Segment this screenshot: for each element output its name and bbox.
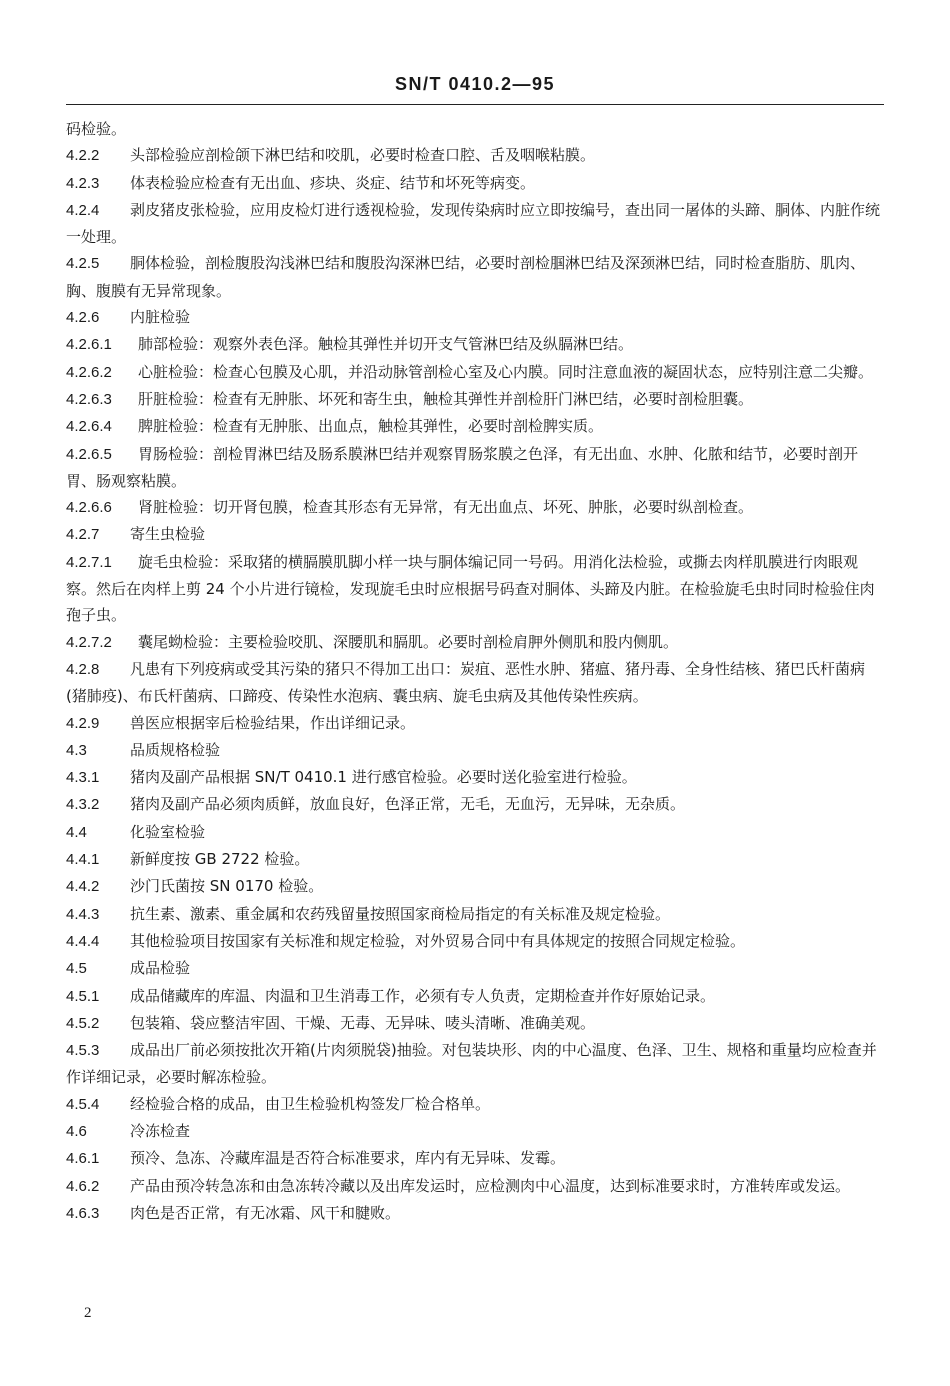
section-number: 4.6.3 — [66, 1204, 100, 1222]
section-paragraph — [66, 983, 884, 1010]
section-text: 成品出厂前必须按批次开箱(片肉须脱袋)抽验。对包装块形、肉的中心温度、色泽、卫生、规格和重量均应检查并作详细记录，必要时解冻检验。 — [66, 1041, 877, 1087]
section-number: 4.2.4 — [66, 201, 100, 219]
section-number: 4.3.1 — [66, 769, 100, 787]
section-number: 4.2.7.2 — [66, 633, 112, 651]
section-number: 4.2.6 — [66, 309, 100, 327]
section-text: 囊尾蚴检验：主要检验咬肌、深腰肌和膈肌。必要时剖检肩胛外侧肌和股内侧肌。 — [138, 632, 679, 651]
section-paragraph — [66, 142, 884, 169]
section-text: 抗生素、激素、重金属和农药残留量按照国家商检局指定的有关标准及规定检验。 — [130, 904, 671, 923]
header-divider — [66, 104, 884, 105]
section-text: 胃肠检验：剖检胃淋巴结及肠系膜淋巴结并观察胃肠浆膜之色泽，有无出血、水肿、化脓和结节，必要时剖开胃、肠观察粘膜。 — [66, 444, 859, 490]
section-text: 冷冻检查 — [130, 1121, 191, 1140]
section-number: 4.3 — [66, 741, 87, 759]
section-paragraph — [66, 791, 884, 818]
section-paragraph — [66, 331, 884, 358]
section-paragraph — [66, 656, 884, 710]
section-number: 4.6.1 — [66, 1150, 100, 1168]
section-text: 旋毛虫检验：采取猪的横膈膜肌脚小样一块与胴体编记同一号码。用消化法检验，或撕去肉样肌膜进行肉眼观察。然后在肉样上剪 24 个小片进行镜检，发现旋毛虫时应根据号码查对胴体、头蹄及内脏。在检验旋毛虫时同时检验住肉孢子虫。 — [66, 552, 875, 625]
section-number: 4.6 — [66, 1122, 87, 1140]
section-number: 4.2.8 — [66, 660, 100, 678]
section-number: 4.3.2 — [66, 796, 100, 814]
page-number: 2 — [84, 1305, 92, 1321]
section-paragraph — [66, 250, 884, 304]
section-text: 成品储藏库的库温、肉温和卫生消毒工作，必须有专人负责，定期检查并作好原始记录。 — [130, 986, 716, 1005]
section-text: 胴体检验，剖检腹股沟浅淋巴结和腹股沟深淋巴结，必要时剖检腘淋巴结及深颈淋巴结，同时检查脂肪、肌肉、胸、腹膜有无异常现象。 — [66, 254, 866, 300]
section-number: 4.4.4 — [66, 932, 100, 950]
section-text: 成品检验 — [130, 959, 191, 978]
section-number: 4.2.6.2 — [66, 363, 112, 381]
section-text: 心脏检验：检查心包膜及心肌，并沿动脉管剖检心室及心内膜。同时注意血液的凝固状态，应特别注意二尖瓣。 — [138, 362, 874, 381]
section-text: 其他检验项目按国家有关标准和规定检验，对外贸易合同中有具体规定的按照合同规定检验。 — [130, 931, 746, 950]
section-text: 肺部检验：观察外表色泽。触检其弹性并切开支气管淋巴结及纵膈淋巴结。 — [138, 335, 634, 354]
section-text: 体表检验应检查有无出血、疹块、炎症、结节和坏死等病变。 — [130, 173, 536, 192]
document-body — [66, 116, 884, 1227]
section-text: 内脏检验 — [130, 308, 191, 327]
section-paragraph — [66, 116, 884, 142]
section-number: 4.4.3 — [66, 905, 100, 923]
section-number: 4.2.7 — [66, 526, 100, 544]
section-paragraph — [66, 549, 884, 629]
section-text: 肉色是否正常，有无冰霜、风干和腱败。 — [130, 1203, 401, 1222]
section-paragraph — [66, 494, 884, 521]
section-number: 4.2.6.5 — [66, 445, 112, 463]
section-text: 头部检验应剖检颌下淋巴结和咬肌，必要时检查口腔、舌及咽喉粘膜。 — [130, 146, 596, 165]
section-number: 4.2.3 — [66, 174, 100, 192]
section-paragraph — [66, 521, 884, 548]
section-paragraph — [66, 1091, 884, 1118]
section-paragraph — [66, 1010, 884, 1037]
section-paragraph — [66, 386, 884, 413]
section-number: 4.6.2 — [66, 1177, 100, 1195]
section-paragraph — [66, 846, 884, 873]
section-text: 化验室检验 — [130, 822, 206, 841]
section-paragraph — [66, 1173, 884, 1200]
section-text: 预冷、急冻、冷藏库温是否符合标准要求，库内有无异味、发霉。 — [130, 1149, 566, 1168]
section-number: 4.2.6.6 — [66, 499, 112, 517]
section-text: 脾脏检验：检查有无肿胀、出血点，触检其弹性，必要时剖检脾实质。 — [138, 417, 604, 436]
section-text: 猪肉及副产品根据 SN/T 0410.1 进行感官检验。必要时送化验室进行检验。 — [130, 768, 637, 787]
section-paragraph — [66, 1037, 884, 1091]
section-text: 剥皮猪皮张检验，应用皮检灯进行透视检验，发现传染病时应立即按编号，查出同一屠体的头蹄、胴体、内脏作统一处理。 — [66, 200, 881, 247]
standard-code-header: SN/T 0410.2—95 — [394, 74, 556, 94]
section-number: 4.5.3 — [66, 1042, 100, 1060]
section-text: 新鲜度按 GB 2722 检验。 — [130, 850, 310, 869]
section-text: 码检验。 — [66, 120, 127, 138]
section-paragraph — [66, 819, 884, 846]
section-number: 4.4 — [66, 823, 87, 841]
section-text: 经检验合格的成品，由卫生检验机构签发厂检合格单。 — [130, 1094, 491, 1113]
section-text: 凡患有下列疫病或受其污染的猪只不得加工出口：炭疽、恶性水肿、猪瘟、猪丹毒、全身性结核、猪巴氏杆菌病(猪肺疫)、布氏杆菌病、口蹄疫、传染性水泡病、囊虫病、旋毛虫病及其他传染性疾病。 — [66, 659, 866, 706]
section-paragraph — [66, 413, 884, 440]
section-text: 肝脏检验：检查有无肿胀、坏死和寄生虫，触检其弹性并剖检肝门淋巴结，必要时剖检胆囊。 — [138, 389, 754, 408]
section-text: 寄生虫检验 — [130, 525, 206, 544]
section-paragraph — [66, 737, 884, 764]
section-number: 4.2.6.3 — [66, 390, 112, 408]
section-number: 4.5.4 — [66, 1095, 100, 1113]
section-number: 4.5.2 — [66, 1014, 100, 1032]
section-number: 4.2.9 — [66, 714, 100, 732]
section-number: 4.2.6.1 — [66, 336, 112, 354]
section-paragraph — [66, 1118, 884, 1145]
section-number: 4.2.5 — [66, 255, 100, 273]
section-number: 4.2.6.4 — [66, 418, 112, 436]
section-paragraph — [66, 1145, 884, 1172]
section-paragraph — [66, 197, 884, 251]
section-number: 4.4.2 — [66, 878, 100, 896]
section-text: 肾脏检验：切开肾包膜，检查其形态有无异常，有无出血点、坏死、肿胀，必要时纵剖检查。 — [138, 498, 754, 517]
section-paragraph — [66, 170, 884, 197]
section-paragraph — [66, 359, 884, 386]
section-text: 包装箱、袋应整洁牢固、干燥、无毒、无异味、唛头清晰、准确美观。 — [130, 1013, 596, 1032]
section-paragraph — [66, 928, 884, 955]
section-text: 产品由预冷转急冻和由急冻转冷藏以及出库发运时，应检测肉中心温度，达到标准要求时，方准转库或发运。 — [130, 1176, 851, 1195]
section-paragraph — [66, 901, 884, 928]
section-number: 4.2.2 — [66, 147, 100, 165]
section-text: 兽医应根据宰后检验结果，作出详细记录。 — [130, 713, 416, 732]
section-number: 4.5 — [66, 960, 87, 978]
section-number: 4.4.1 — [66, 851, 100, 869]
section-number: 4.5.1 — [66, 987, 100, 1005]
section-paragraph — [66, 873, 884, 900]
section-number: 4.2.7.1 — [66, 553, 112, 571]
section-paragraph — [66, 764, 884, 791]
section-paragraph — [66, 710, 884, 737]
section-paragraph — [66, 441, 884, 495]
section-paragraph — [66, 1200, 884, 1227]
section-text: 沙门氏菌按 SN 0170 检验。 — [130, 877, 324, 896]
section-paragraph — [66, 955, 884, 982]
section-paragraph — [66, 304, 884, 331]
section-paragraph — [66, 629, 884, 656]
section-text: 品质规格检验 — [130, 740, 221, 759]
section-text: 猪肉及副产品必须肉质鲜，放血良好，色泽正常，无毛，无血污，无异味，无杂质。 — [130, 795, 686, 814]
